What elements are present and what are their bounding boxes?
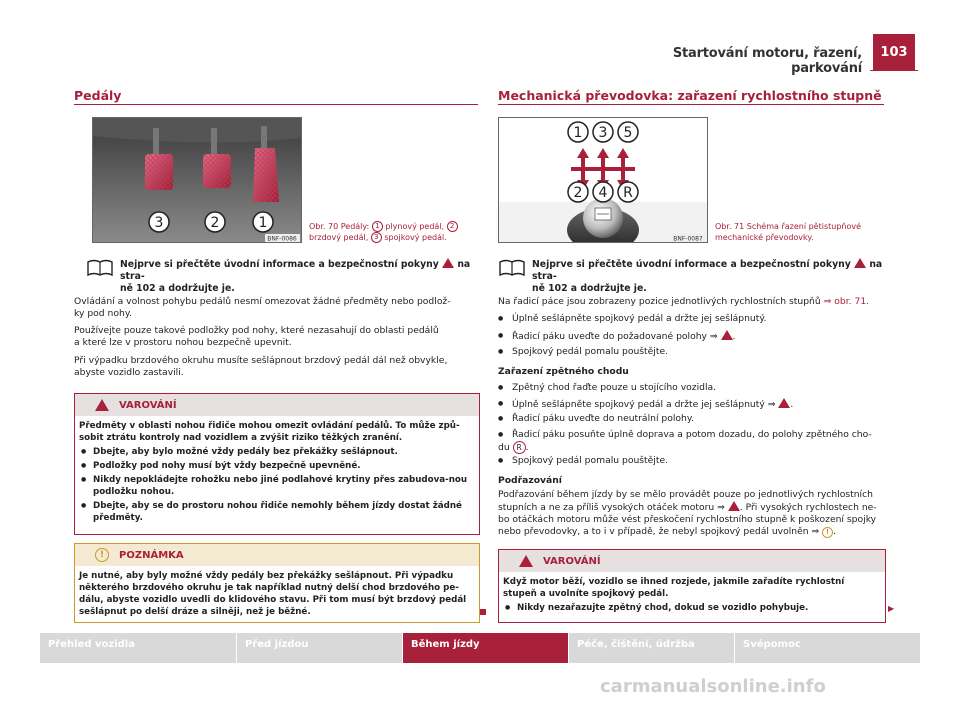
warning-icon [95, 399, 109, 411]
gear-label-5: 5 [623, 125, 633, 141]
reverse-step: ● Zpětný chod řaďte pouze u stojícího vozidla. [498, 382, 892, 394]
tab-vehicle-overview[interactable]: Přehled vozidla [48, 639, 135, 650]
gear-label-1: 1 [573, 125, 583, 141]
section-title-pedals: Pedály [74, 88, 122, 103]
warning-text: Když motor běží, vozidlo se ihned rozjede, jakmile zařadíte rychlostní stupeň a uvolníte spojkový pedál. [503, 577, 845, 599]
gear-label-2: 2 [573, 185, 583, 201]
reverse-title: Zařazení zpětného chodu [498, 366, 629, 377]
warning-item: ● Nikdy nezařazujte zpětný chod, dokud se vozidlo pohybuje. [503, 602, 881, 614]
intro-notice-right: Nejprve si přečtěte úvodní informace a bezpečnostní pokyny na stra- ně 102 a dodržujte je. [498, 258, 888, 295]
reverse-gear-symbol: R [513, 441, 526, 454]
pedal-label-1: 1 [258, 215, 268, 231]
pedal-label-3: 3 [154, 215, 164, 231]
intro-notice-left: Nejprve si přečtěte úvodní informace a bezpečnostní pokyny na stra- ně 102 a dodržujte je. [86, 258, 481, 295]
caption-number: 1 [372, 221, 383, 232]
continue-arrow-icon: ▶ [888, 604, 895, 613]
gear-shift-diagram [499, 118, 707, 242]
downshift-title: Podřazování [498, 475, 562, 486]
figure-caption-right: Obr. 71 Schéma řazení pětistupňové mechanické převodovky. [715, 222, 862, 242]
paragraph-3: Při výpadku brzdového okruhu musíte sešlápnout brzdový pedál dál než obvykle, abyste vozidlo zastavili. [74, 355, 448, 378]
note-box [74, 543, 480, 623]
warning-item: ● Dbejte, aby bylo možné vždy pedály bez překážky sešlápnout. [79, 446, 475, 458]
pedals-illustration [93, 118, 301, 242]
warning-icon [519, 555, 533, 567]
exclamation-icon: ! [822, 527, 833, 538]
gear-label-3: 3 [598, 125, 608, 141]
figure-code-left: BNF-0086 [267, 235, 297, 242]
warning-box-left [74, 393, 480, 535]
page-number: 103 [873, 34, 915, 70]
reverse-step: ● Úplně sešlápněte spojkový pedál a držte jej sešlápnutý ⇒ . [498, 398, 892, 411]
reverse-step: ● Spojkový pedál pomalu pouštějte. [498, 455, 892, 467]
header-divider [870, 70, 918, 71]
warning-header [499, 550, 885, 572]
warning-box-right [498, 549, 886, 623]
warning-icon [728, 501, 740, 511]
caption-number: 3 [371, 232, 382, 243]
figure-caption-left: Obr. 70 Pedály: 1 plynový pedál, 2 brzdový pedál, 3 spojkový pedál. [309, 221, 479, 243]
gear-label-r: R [623, 185, 633, 201]
gearbox-figure [498, 117, 708, 243]
step-item: ● Spojkový pedál pomalu pouštějte. [498, 346, 892, 358]
step-item: ● Řadicí páku uveďte do požadované polohy ⇒ . [498, 330, 892, 343]
note-header [75, 544, 479, 566]
warning-header [75, 394, 479, 416]
warning-item: ● Nikdy nepokládejte rohožku nebo jiné podlahové krytiny přes zabudova-nou podložku nohou. [79, 474, 475, 498]
reverse-step: ● Řadicí páku posuňte úplně doprava a potom dozadu, do polohy zpětného cho- du R . [498, 429, 896, 454]
note-title: POZNÁMKA [119, 549, 184, 561]
gear-label-4: 4 [598, 185, 608, 201]
gear-lead: Na řadicí páce jsou zobrazeny pozice jednotlivých rychlostních stupňů ⇒ obr. 71. [498, 296, 870, 307]
tab-self-help[interactable]: Svépomoc [734, 633, 920, 663]
tab-before-driving[interactable]: Před jízdou [236, 633, 402, 663]
section-title-gearbox: Mechanická převodovka: zařazení rychlostního stupně [498, 88, 882, 103]
pedals-figure [92, 117, 302, 243]
page-header-title: Startování motoru, řazení, parkování [672, 46, 862, 76]
warning-title: VAROVÁNÍ [543, 555, 601, 567]
tab-while-driving[interactable]: Během jízdy [402, 633, 568, 663]
warning-item: ● Dbejte, aby se do prostoru nohou řidiče nemohly během jízdy dostat žádné předměty. [79, 500, 475, 524]
paragraph-1: Ovládání a volnost pohybu pedálů nesmí omezovat žádné předměty nebo podlož- ky pod nohy. [74, 296, 451, 319]
exclamation-icon: ! [95, 548, 109, 562]
note-text: Je nutné, aby byly možné vždy pedály bez překážky sešlápnout. Při výpadku některého brzdového okruhu je tak například nutný delší chod brzdového pe-dálu, abyste vozidlo uvedli do klidového stavu. Při tom musí být brzdový pedál sešlápnut po delší dráze a silněji, než je běžné. [79, 571, 467, 617]
warning-icon [442, 258, 454, 268]
caption-number: 2 [447, 221, 458, 232]
book-icon [86, 259, 114, 277]
figure-link[interactable]: ⇒ obr. 71. [823, 296, 870, 307]
tab-care-maintenance[interactable]: Péče, čištění, údržba [568, 633, 734, 663]
warning-text: Předměty v oblasti nohou řidiče mohou omezit ovládání pedálů. To může způ-sobit ztrátu kontroly nad vozidlem a zvýšit riziko těžkých zranění. [79, 421, 460, 443]
figure-code-right: BNF-0087 [673, 235, 703, 242]
pedal-label-2: 2 [210, 215, 220, 231]
warning-icon [721, 330, 733, 340]
watermark: carmanualsonline.info [600, 676, 826, 697]
warning-item: ● Podložky pod nohy musí být vždy bezpečně upevněné. [79, 460, 475, 472]
warning-icon [854, 258, 866, 268]
downshift-text: Podřazování během jízdy by se mělo provádět pouze po jednotlivých rychlostních stupních a ne za příliš vysokých otáček motoru ⇒ . Při vysokých rychlostech ne- bo otáčkách motoru může vést přeskočení rychlostního stupně k poškození spojky nebo převodovky, a to i v případě, že nebyl spojkový pedál uvolněn ⇒ ! . [498, 489, 877, 537]
section-end-marker [480, 609, 486, 615]
section-rule-right [498, 104, 884, 105]
section-rule-left [74, 104, 478, 105]
warning-title: VAROVÁNÍ [119, 399, 177, 411]
step-item: ● Úplně sešlápněte spojkový pedál a držte jej sešlápnutý. [498, 313, 892, 325]
warning-icon [778, 398, 790, 408]
book-icon [498, 259, 526, 277]
paragraph-2: Používejte pouze takové podložky pod nohy, které nezasahují do oblasti pedálů a které lze v prostoru nohou bezpečně upevnit. [74, 325, 439, 348]
reverse-step: ● Řadicí páku uveďte do neutrální polohy. [498, 413, 892, 425]
